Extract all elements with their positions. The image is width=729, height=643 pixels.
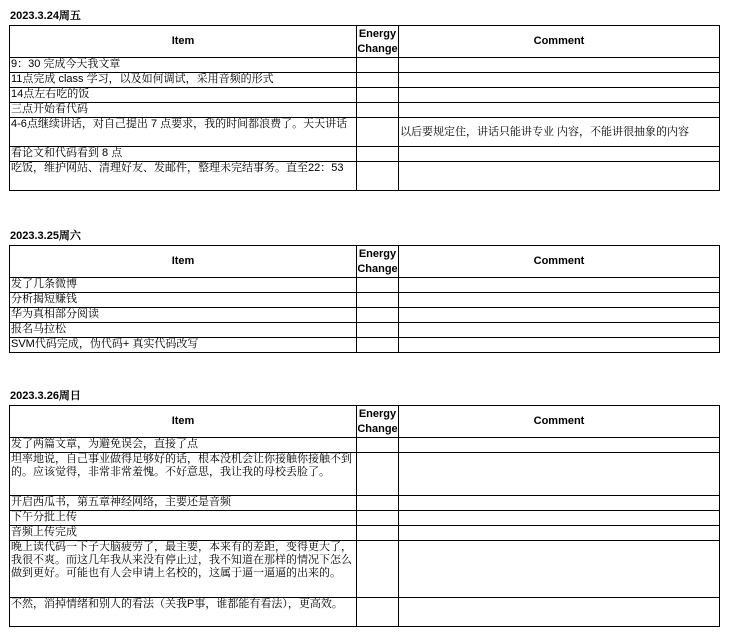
header-energy: Energy Change bbox=[357, 246, 399, 278]
energy-cell bbox=[357, 58, 399, 73]
table-row bbox=[10, 526, 720, 541]
table-row bbox=[10, 323, 720, 338]
item-cell: SVM代码完成，伪代码+ 真实代码改写 bbox=[10, 338, 357, 353]
item-cell: 开启西瓜书，第五章神经网络，主要还是音频 bbox=[10, 496, 357, 511]
energy-cell bbox=[357, 323, 399, 338]
day-date: 2023.3.24周五 bbox=[10, 10, 81, 22]
comment-cell bbox=[399, 308, 720, 323]
energy-cell bbox=[357, 293, 399, 308]
item-cell: 报名马拉松 bbox=[10, 323, 357, 338]
header-comment: Comment bbox=[399, 406, 720, 438]
energy-cell bbox=[357, 453, 399, 496]
table-row bbox=[10, 308, 720, 323]
comment-cell bbox=[399, 293, 720, 308]
energy-cell bbox=[357, 118, 399, 147]
table-row bbox=[10, 103, 720, 118]
comment-cell bbox=[399, 278, 720, 293]
table-row bbox=[10, 88, 720, 103]
item-cell: 4-6点继续讲话，对自己提出 7 点要求，我的时间都浪费了。天天讲话 bbox=[10, 118, 357, 147]
item-cell: 华为真相部分阅读 bbox=[10, 308, 357, 323]
comment-cell bbox=[399, 88, 720, 103]
item-cell: 14点左右吃的饭 bbox=[10, 88, 357, 103]
log-table bbox=[9, 405, 720, 627]
table-row bbox=[10, 496, 720, 511]
comment-cell bbox=[399, 58, 720, 73]
item-cell: 发了两篇文章，为避免误会，直接了点 bbox=[10, 438, 357, 453]
energy-cell bbox=[357, 308, 399, 323]
table-row bbox=[10, 147, 720, 162]
item-cell: 分析揭短赚钱 bbox=[10, 293, 357, 308]
comment-cell bbox=[399, 453, 720, 496]
comment-cell bbox=[399, 73, 720, 88]
energy-cell bbox=[357, 338, 399, 353]
comment-cell bbox=[399, 541, 720, 598]
comment-cell: 以后要规定住，讲话只能讲专业 内容，不能讲很抽象的内容 bbox=[399, 118, 720, 147]
energy-cell bbox=[357, 162, 399, 191]
energy-cell bbox=[357, 496, 399, 511]
energy-cell bbox=[357, 598, 399, 627]
energy-cell bbox=[357, 103, 399, 118]
comment-cell bbox=[399, 162, 720, 191]
table-row bbox=[10, 338, 720, 353]
table-row bbox=[10, 58, 720, 73]
log-table bbox=[9, 25, 720, 191]
comment-cell bbox=[399, 438, 720, 453]
header-item: Item bbox=[10, 406, 357, 438]
item-cell: 发了几条微博 bbox=[10, 278, 357, 293]
comment-cell bbox=[399, 147, 720, 162]
header-energy: Energy Change bbox=[357, 26, 399, 58]
item-cell: 11点完成 class 学习，以及如何调试，采用音频的形式 bbox=[10, 73, 357, 88]
table-row bbox=[10, 293, 720, 308]
table-row bbox=[10, 73, 720, 88]
log-table bbox=[9, 245, 720, 353]
energy-cell bbox=[357, 278, 399, 293]
table-row bbox=[10, 162, 720, 191]
header-item: Item bbox=[10, 26, 357, 58]
table-row bbox=[10, 438, 720, 453]
energy-cell bbox=[357, 526, 399, 541]
comment-cell bbox=[399, 598, 720, 627]
table-row bbox=[10, 278, 720, 293]
header-comment: Comment bbox=[399, 26, 720, 58]
item-cell: 下午分批上传 bbox=[10, 511, 357, 526]
energy-cell bbox=[357, 88, 399, 103]
comment-cell bbox=[399, 526, 720, 541]
day-date: 2023.3.25周六 bbox=[10, 230, 81, 242]
table-row bbox=[10, 511, 720, 526]
day-section-2 bbox=[9, 229, 720, 353]
item-cell: 三点开始看代码 bbox=[10, 103, 357, 118]
day-section-1 bbox=[9, 9, 720, 191]
energy-cell bbox=[357, 511, 399, 526]
comment-cell bbox=[399, 511, 720, 526]
item-cell: 音频上传完成 bbox=[10, 526, 357, 541]
table-row bbox=[10, 598, 720, 627]
comment-cell bbox=[399, 323, 720, 338]
item-cell: 坦率地说，自己事业做得足够好的话，根本没机会让你接触你接触不到的。应该觉得，非常非常羞愧。不好意思，我让我的母校丢脸了。 bbox=[10, 453, 357, 496]
day-section-3 bbox=[9, 389, 720, 627]
header-item: Item bbox=[10, 246, 357, 278]
item-cell: 晚上读代码一下子大脑疲劳了，最主要，本来有的差距，变得更大了，我很不爽。而这几年我从来没有停止过，我不知道在那样的情况下怎么做到更好。可能也有人会申请上名校的，这属于逼一逼逼的出来的。 bbox=[10, 541, 357, 598]
energy-cell bbox=[357, 73, 399, 88]
energy-cell bbox=[357, 147, 399, 162]
header-energy: Energy Change bbox=[357, 406, 399, 438]
comment-cell bbox=[399, 103, 720, 118]
item-cell: 9：30 完成今天我文章 bbox=[10, 58, 357, 73]
item-cell: 看论文和代码看到 8 点 bbox=[10, 147, 357, 162]
item-cell: 不然，消掉情绪和别人的看法（关我P事，谁都能有看法），更高效。 bbox=[10, 598, 357, 627]
energy-cell bbox=[357, 541, 399, 598]
item-cell: 吃饭，维护网站、清理好友、发邮件，整理未完结事务。直至22：53 bbox=[10, 162, 357, 191]
comment-cell bbox=[399, 338, 720, 353]
table-row bbox=[10, 453, 720, 496]
comment-cell bbox=[399, 496, 720, 511]
header-comment: Comment bbox=[399, 246, 720, 278]
table-row bbox=[10, 118, 720, 147]
day-date: 2023.3.26周日 bbox=[10, 390, 81, 402]
table-row bbox=[10, 541, 720, 598]
energy-cell bbox=[357, 438, 399, 453]
